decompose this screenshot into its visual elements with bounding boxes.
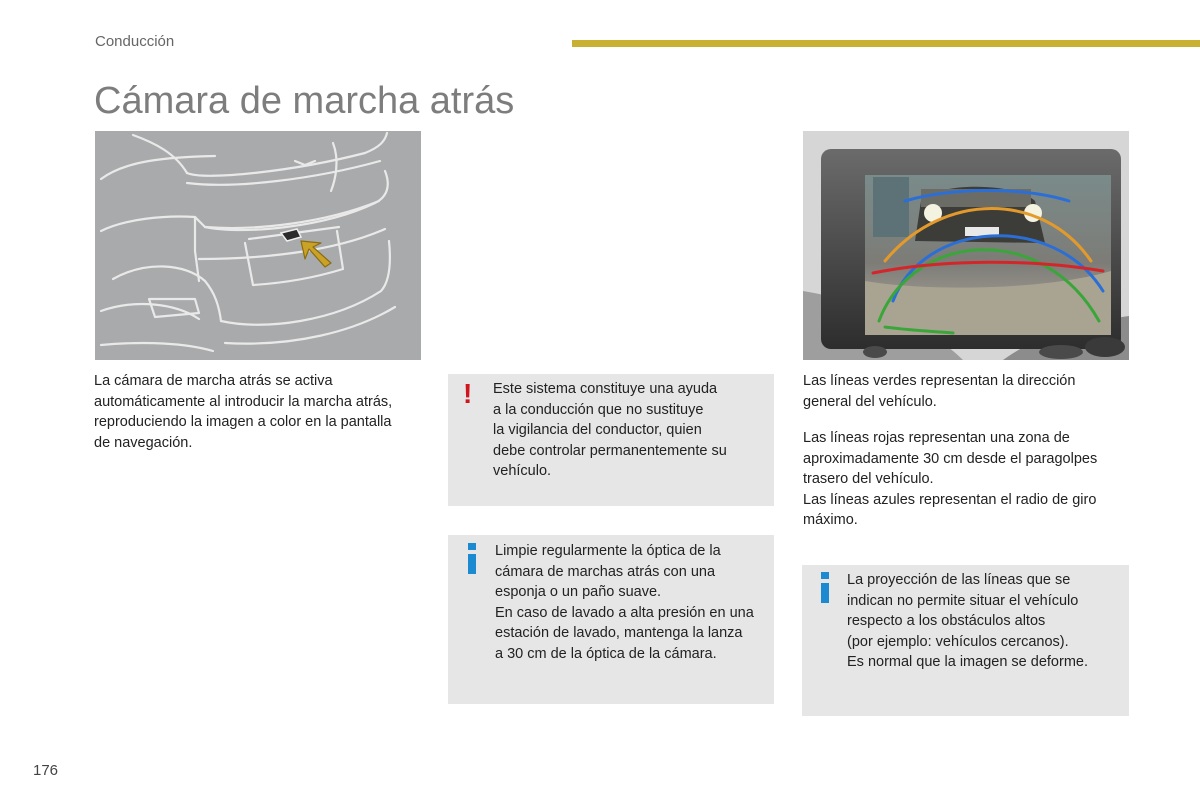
- info-icon: [813, 570, 839, 606]
- intro-line: reproduciendo la imagen a color en la pantalla: [94, 414, 392, 430]
- header-accent-rule: [572, 40, 1200, 47]
- info-icon: [460, 541, 486, 577]
- red-lines-line: trasero del vehículo.: [803, 471, 934, 487]
- red-lines-line: Las líneas rojas representan una zona de: [803, 430, 1070, 446]
- green-lines-paragraph: [803, 371, 1133, 412]
- section-label: Conducción: [95, 33, 175, 50]
- warning-line: a la conducción que no sustituye: [493, 401, 704, 418]
- warning-line: vehículo.: [493, 463, 552, 479]
- info-line: respecto a los obstáculos altos: [847, 613, 1046, 629]
- intro-line: La cámara de marcha atrás se activa: [94, 373, 333, 389]
- exclamation-warning-icon: !: [463, 378, 473, 409]
- info-line: estación de lavado, mantenga la lanza: [495, 625, 743, 641]
- intro-paragraph: [94, 371, 424, 453]
- info-line: a 30 cm de la óptica de la cámara.: [495, 645, 717, 662]
- info-line: (por ejemplo: vehículos cercanos).: [847, 633, 1069, 650]
- info-line: La proyección de las líneas que se: [847, 572, 1071, 588]
- info-text-projection: [847, 570, 1123, 673]
- warning-line: debe controlar permanentemente su: [493, 442, 727, 459]
- rear-camera-location-figure: [95, 131, 421, 360]
- blue-lines-line: máximo.: [803, 512, 858, 528]
- info-line: cámara de marchas atrás con una: [495, 563, 716, 580]
- warning-text: [493, 379, 768, 482]
- info-line: indican no permite situar el vehículo: [847, 592, 1079, 609]
- info-line: esponja o un paño suave.: [495, 584, 662, 600]
- page-title: Cámara de marcha atrás: [94, 80, 515, 122]
- car-rear-illustration: [95, 131, 421, 360]
- info-line: En caso de lavado a alta presión en una: [495, 604, 754, 621]
- blue-lines-line: Las líneas azules representan el radio de giro: [803, 491, 1097, 508]
- info-text-cleaning: [495, 541, 771, 664]
- green-lines-line: Las líneas verdes representan la dirección: [803, 373, 1076, 389]
- green-lines-line: general del vehículo.: [803, 393, 937, 410]
- info-line: Limpie regularmente la óptica de la: [495, 543, 721, 559]
- info-line: Es normal que la imagen se deforme.: [847, 654, 1088, 670]
- warning-line: la vigilancia del conductor, quien: [493, 422, 702, 438]
- warning-line: Este sistema constituye una ayuda: [493, 381, 718, 397]
- intro-line: de navegación.: [94, 434, 193, 451]
- nav-screen-camera-photo: [803, 131, 1129, 360]
- red-lines-line: aproximadamente 30 cm desde el paragolpes: [803, 450, 1098, 467]
- intro-line: automáticamente al introducir la marcha atrás,: [94, 393, 393, 410]
- camera-display-figure: [803, 131, 1129, 360]
- red-blue-lines-paragraph: [803, 428, 1133, 531]
- page-number: 176: [33, 762, 59, 779]
